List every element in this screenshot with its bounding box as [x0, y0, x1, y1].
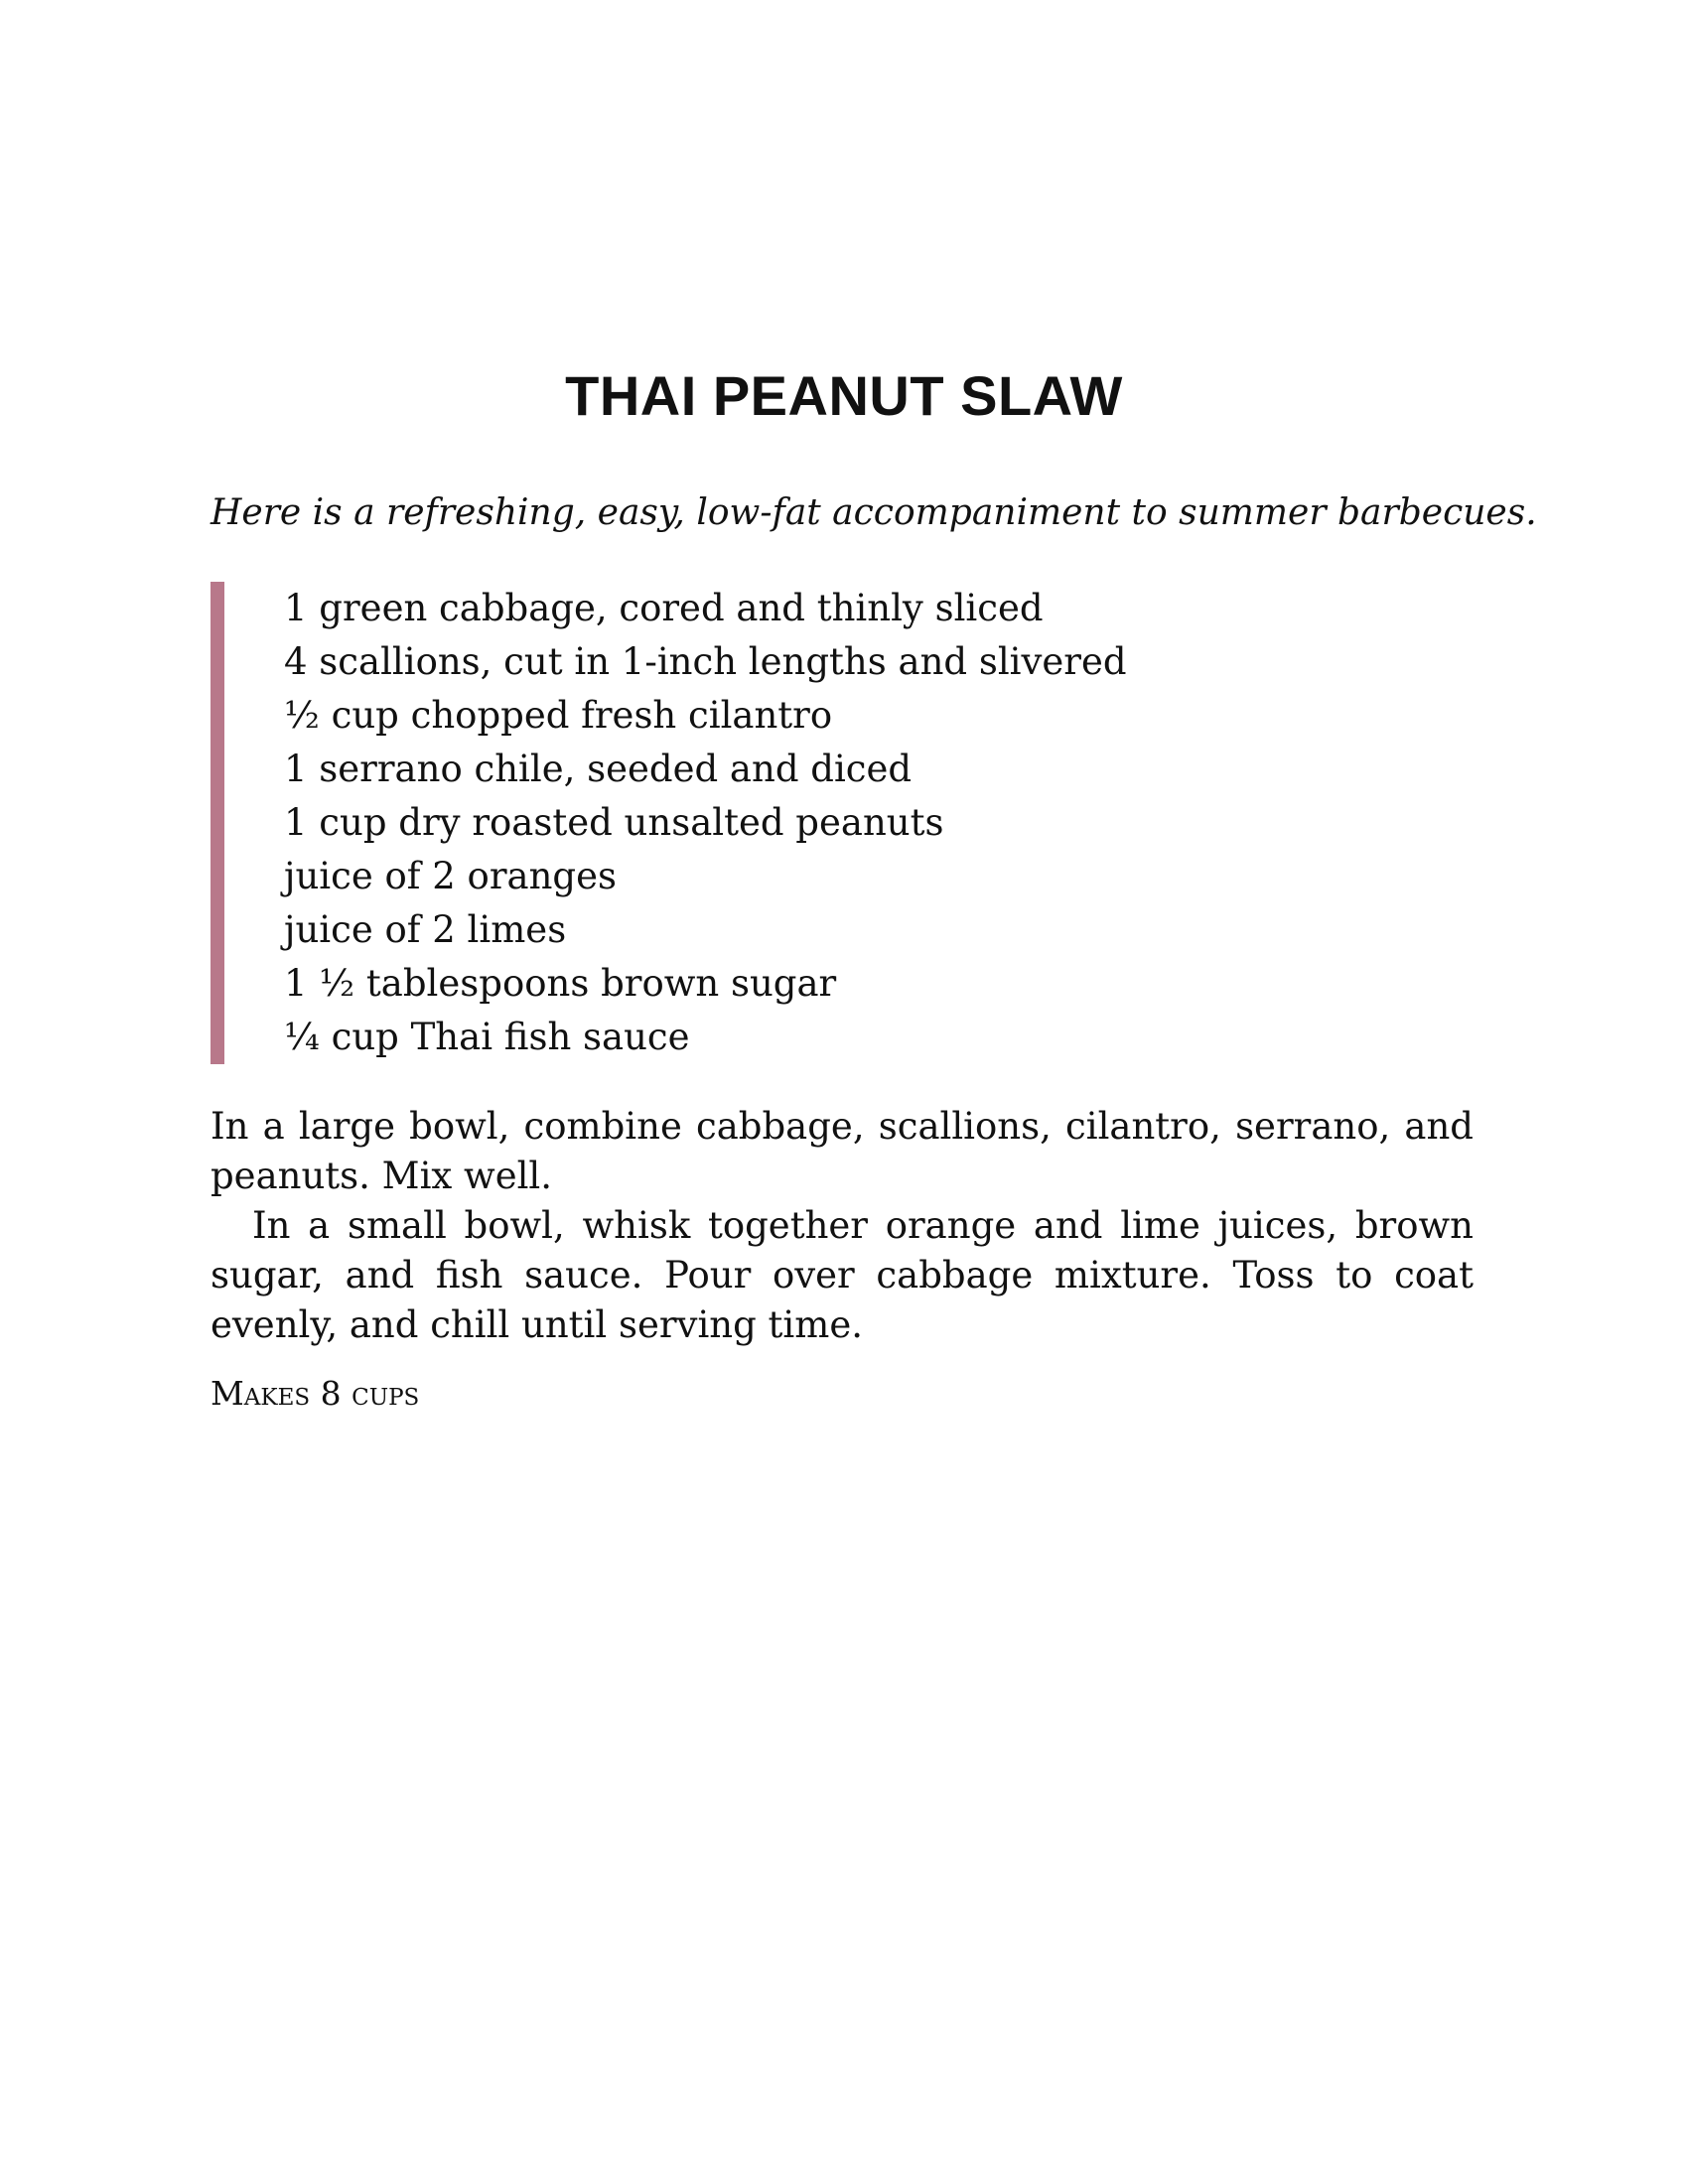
ingredient-item: 1 ½ tablespoons brown sugar [284, 962, 837, 1005]
direction-step: In a small bowl, whisk together orange and lime juices, brown sugar, and fish sauce. Pour over cabbage mixture. Toss to coat evenly, and chill until serving time. [211, 1204, 1474, 1346]
recipe-yield: Makes 8 cups [211, 1374, 420, 1413]
ingredient-item: ½ cup chopped fresh cilantro [284, 694, 833, 737]
ingredient-list [211, 582, 1545, 1064]
direction-step: In a large bowl, combine cabbage, scallions, cilantro, serrano, and peanuts. Mix well. [211, 1105, 1474, 1197]
ingredient-item: 1 green cabbage, cored and thinly sliced [284, 587, 1044, 629]
ingredient-item: 1 cup dry roasted unsalted peanuts [284, 801, 944, 844]
recipe-intro: Here is a refreshing, easy, low-fat accompaniment to summer barbecues. [211, 492, 1537, 533]
ingredient-item: 4 scallions, cut in 1-inch lengths and slivered [284, 640, 1127, 683]
recipe-directions [211, 1102, 1474, 1350]
ingredient-item: ¼ cup Thai fish sauce [284, 1016, 690, 1058]
recipe-title: THAI PEANUT SLAW [565, 364, 1123, 427]
ingredient-item: juice of 2 limes [284, 908, 567, 951]
ingredient-item: juice of 2 oranges [284, 855, 617, 897]
ingredient-item: 1 serrano chile, seeded and diced [284, 748, 913, 790]
